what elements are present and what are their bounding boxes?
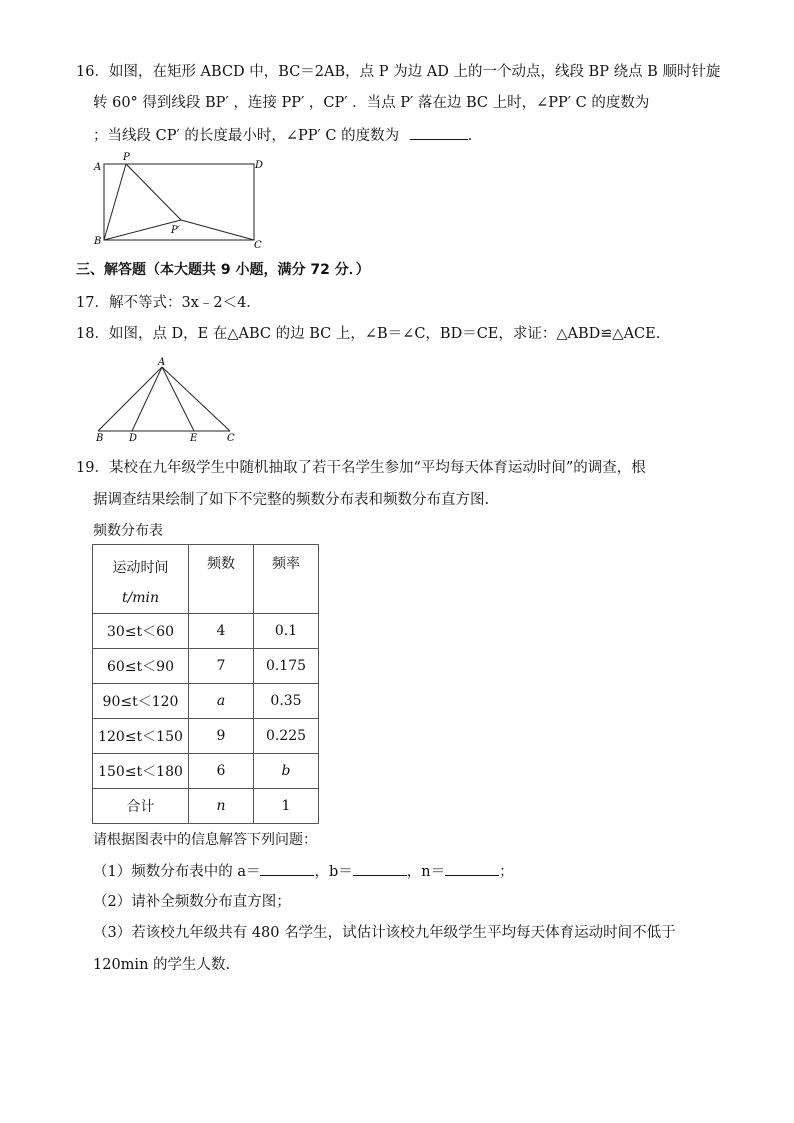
sub1-b-text: ，b＝ xyxy=(314,864,353,880)
q16-line2: 转 60° 得到线段 BP′ ，连接 PP′ ，CP′ ．当点 P′ 落在边 BC 上时，∠PP′ C 的度数为 xyxy=(93,95,650,111)
freq-cell: 9 xyxy=(189,719,254,754)
sub1-n-text: ，n＝ xyxy=(406,864,446,880)
label-c: C xyxy=(227,433,235,444)
range-cell: 120≤t＜150 xyxy=(93,719,189,754)
segment-ac xyxy=(162,367,230,431)
table-row xyxy=(93,684,319,719)
rate-cell: 0.35 xyxy=(254,684,319,719)
header-rate: 频率 xyxy=(254,545,319,614)
table-title: 频数分布表 xyxy=(93,523,163,539)
range-cell: 60≤t＜90 xyxy=(93,649,189,684)
range-cell: 30≤t＜60 xyxy=(93,614,189,649)
label-a: A xyxy=(94,162,102,173)
segment-ad xyxy=(132,367,162,431)
answer-blank-b xyxy=(353,861,407,876)
table-row xyxy=(93,614,319,649)
header-cell xyxy=(93,545,189,614)
header-unit: t/min xyxy=(121,590,160,606)
header-freq: 频数 xyxy=(189,545,254,614)
label-d: D xyxy=(255,160,264,171)
segment-cp-prime xyxy=(181,220,254,240)
label-p: P xyxy=(123,152,130,163)
rate-cell: 0.1 xyxy=(254,614,319,649)
q16-line3-end: . xyxy=(467,128,473,144)
segment-bp xyxy=(104,164,126,240)
total-label-cell: 合计 xyxy=(93,789,189,824)
q19-sub1 xyxy=(93,861,514,882)
table-row xyxy=(93,754,319,789)
sub1-a-text: （1）频数分布表中的 a＝ xyxy=(93,864,261,880)
q16-line1: 16．如图，在矩形 ABCD 中，BC＝2AB，点 P 为边 AD 上的一个动点，线段 BP 绕点 B 顺时针旋 xyxy=(76,64,721,80)
answer-blank-a xyxy=(260,861,314,876)
q18-figure xyxy=(90,355,250,445)
answer-blank-n xyxy=(445,861,499,876)
section-heading: 三、解答题（本大题共 9 小题，满分 72 分．） xyxy=(76,262,370,278)
q19-sub3-line2: 120min 的学生人数. xyxy=(93,957,231,973)
total-freq-cell: n xyxy=(189,789,254,824)
label-b: B xyxy=(94,236,102,247)
range-cell: 90≤t＜120 xyxy=(93,684,189,719)
label-d: D xyxy=(129,433,138,444)
range-cell: 150≤t＜180 xyxy=(93,754,189,789)
q16-line3 xyxy=(93,125,472,146)
frequency-table xyxy=(92,544,319,824)
table-header-row xyxy=(93,545,319,614)
q17-text: 17．解不等式：3x﹣2＜4． xyxy=(76,295,261,311)
q16-line3-text: ；当线段 CP′ 的长度最小时，∠PP′ C 的度数为 xyxy=(93,128,400,144)
header-time: 运动时间 xyxy=(112,560,169,576)
segment-ae xyxy=(162,367,194,431)
q16-figure xyxy=(88,150,268,250)
label-b: B xyxy=(96,433,104,444)
sub1-end: ； xyxy=(499,864,514,880)
answer-blank xyxy=(410,125,468,140)
table-row xyxy=(93,649,319,684)
label-a: A xyxy=(158,357,166,368)
q19-sub3-line1: （3）若该校九年级共有 480 名学生，试估计该校九年级学生平均每天体育运动时间不低于 xyxy=(93,925,676,941)
label-e: E xyxy=(190,433,198,444)
segment-bp-prime xyxy=(104,220,181,240)
freq-cell: a xyxy=(189,684,254,719)
rate-cell: 0.175 xyxy=(254,649,319,684)
segment-pp-prime xyxy=(126,164,181,220)
q19-sub2: （2）请补全频数分布直方图； xyxy=(93,894,291,910)
q18-text: 18．如图，点 D，E 在△ABC 的边 BC 上，∠B＝∠C，BD＝CE，求证：△ABD≌△ACE. xyxy=(76,326,661,342)
table-total-row xyxy=(93,789,319,824)
freq-cell: 4 xyxy=(189,614,254,649)
segment-ab xyxy=(98,367,162,431)
table-row xyxy=(93,719,319,754)
freq-cell: 7 xyxy=(189,649,254,684)
rate-cell: 0.225 xyxy=(254,719,319,754)
label-p-prime: P′ xyxy=(171,225,180,236)
q19-line1: 19．某校在九年级学生中随机抽取了若干名学生参加“平均每天体育运动时间”的调查，根 xyxy=(76,460,646,476)
rate-cell: b xyxy=(254,754,319,789)
q19-prompt: 请根据图表中的信息解答下列问题： xyxy=(93,832,317,848)
total-rate-cell: 1 xyxy=(254,789,319,824)
q19-line2: 据调查结果绘制了如下不完整的频数分布表和频数分布直方图. xyxy=(93,492,490,508)
label-c: C xyxy=(254,240,262,250)
freq-cell: 6 xyxy=(189,754,254,789)
